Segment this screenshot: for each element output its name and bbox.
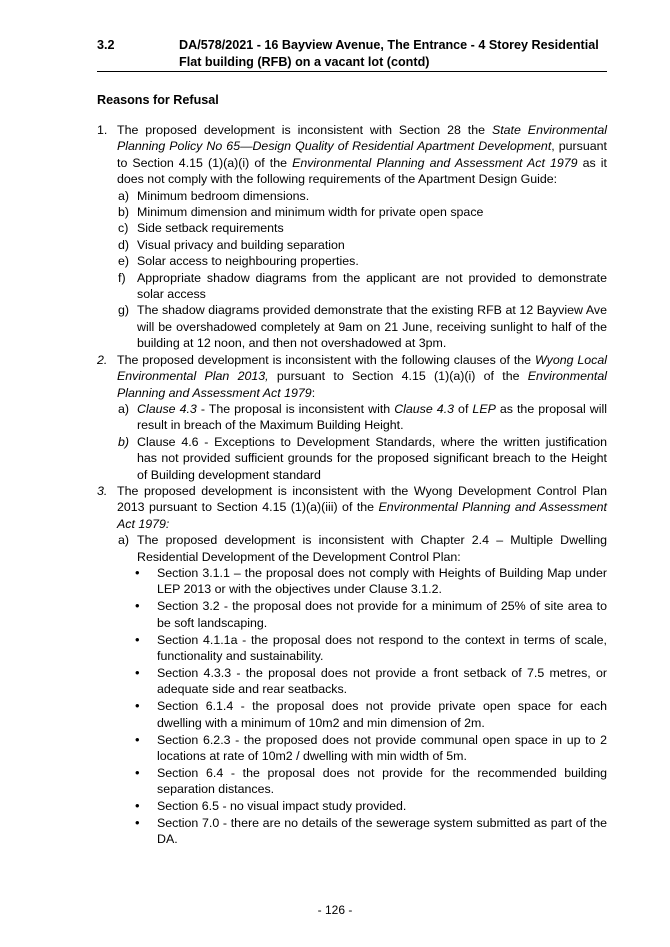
reasons-list	[97, 122, 607, 848]
bullet-icon: •	[135, 731, 140, 747]
bullet-icon: •	[135, 698, 140, 714]
sub-item: a) Minimum bedroom dimensions.	[118, 188, 310, 203]
bullet-item: • Section 6.5 - no visual impact study provided.	[135, 798, 407, 814]
bullet-icon: •	[135, 764, 140, 780]
reason-3	[97, 483, 607, 532]
sub-item: a) The proposed development is inconsistent with Chapter 2.4 – Multiple Dwelling Residential Development of the Development Control Plan:	[118, 533, 607, 564]
reason-marker: 1.	[97, 123, 108, 137]
bullet-item: • Section 3.1.1 – the proposal does not comply with Heights of Building Map under LEP 2013 or with the objectives under Clause 3.1.2.	[135, 564, 607, 597]
reason-marker: 2.	[97, 352, 108, 367]
bullet-icon: •	[135, 564, 140, 580]
bullet-item: • Section 6.2.3 - the proposed does not provide communal open space in up to 2 locations at rate of 10m2 / dwelling with min width of 5m.	[135, 731, 607, 763]
sub-item: d) Visual privacy and building separation	[118, 237, 345, 252]
bullet-item: • Section 7.0 - there are no details of the sewerage system submitted as part of the DA.	[135, 815, 607, 847]
bullet-item: • Section 6.4 - the proposal does not provide for the recommended building separation distances.	[135, 764, 607, 797]
bullet-item: • Section 3.2 - the proposal does not provide for a minimum of 25% of site area to be soft landscaping.	[135, 598, 607, 630]
bullet-icon: •	[135, 598, 140, 614]
item-number: 3.2	[97, 38, 115, 52]
sub-item: a) Clause 4.3 - The proposal is inconsistent with Clause 4.3 of LEP as the proposal will result in breach of the Maximum Building Height.	[118, 401, 607, 433]
sub-item: c) Side setback requirements	[118, 221, 284, 236]
sub-item: e) Solar access to neighbouring properties.	[118, 254, 359, 269]
bullet-item: • Section 6.1.4 - the proposal does not provide private open space for each dwelling with a minimum of 10m2 and min dimension of 2m.	[135, 698, 607, 730]
sub-item: b) Minimum dimension and minimum width for private open space	[118, 205, 484, 220]
bullet-item: • Section 4.3.3 - the proposal does not provide a front setback of 7.5 metres, or adequate side and rear seatbacks.	[135, 664, 607, 697]
item-title: DA/578/2021 - 16 Bayview Avenue, The Entrance - 4 Storey Residential Flat building (RFB) on a vacant lot (contd)	[179, 38, 599, 69]
reason-text: The proposed development is inconsistent with the Wyong Development Control Plan 2013 pursuant to Section 4.15 (1)(a)(iii) of the Environmental Planning and Assessment Act 1979:	[117, 483, 607, 531]
reason-1	[97, 122, 607, 188]
bullet-icon: •	[135, 815, 140, 831]
bullet-icon: •	[135, 631, 140, 647]
bullet-icon: •	[135, 664, 140, 680]
page-number: - 126 -	[317, 903, 353, 917]
reason-marker: 3.	[97, 483, 108, 498]
reason-text: The proposed development is inconsistent with the following clauses of the Wyong Local Environmental Plan 2013, pursuant to Section 4.15 (1)(a)(i) of the Environmental Planning and Assessment Act 1979:	[117, 352, 607, 400]
sub-item: b) Clause 4.6 - Exceptions to Development Standards, where the written justification has not provided sufficient grounds for the proposed significant breach to the Height of Building development standard	[118, 434, 607, 482]
sub-item: g) The shadow diagrams provided demonstrate that the existing RFB at 12 Bayview Ave will be overshadowed completely at 9am on 21 June, receiving sunlight to half of the building at 12 noon, and then not overshadowed at 3pm.	[118, 303, 607, 351]
sub-item: f) Appropriate shadow diagrams from the applicant are not provided to demonstrate solar access	[118, 270, 607, 302]
reason-text: The proposed development is inconsistent with Section 28 the State Environmental Planning Policy No 65—Design Quality of Residential Apartment Development, pursuant to Section 4.15 (1)(a)(i) of the Environmental Planning and Assessment Act 1979 as it does not comply with the following requirements of the Apartment Design Guide:	[117, 123, 608, 187]
bullet-icon: •	[135, 798, 140, 814]
bullet-item: • Section 4.1.1a - the proposal does not respond to the context in terms of scale, functionality and sustainability.	[135, 631, 607, 663]
section-heading: Reasons for Refusal	[97, 93, 219, 107]
reason-2	[97, 352, 607, 401]
header-divider	[97, 71, 607, 72]
